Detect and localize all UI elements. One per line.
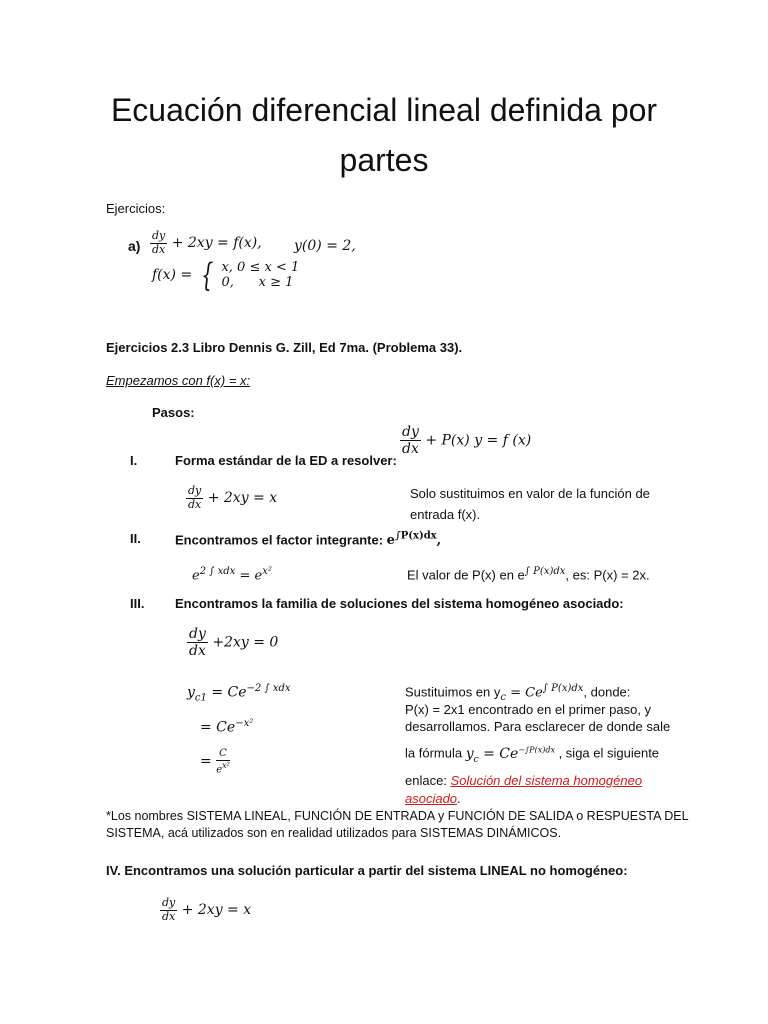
- step-1-heading: Forma estándar de la ED a resolver:: [175, 453, 397, 468]
- start-line: Empezamos con f(x) = x:: [106, 373, 251, 388]
- homogeneous-equation: $\frac{dy}{dx}$ +2xy = 0: [189, 626, 279, 660]
- exercise-a-marker: a): [128, 238, 141, 254]
- ejercicios-label: Ejercicios:: [106, 201, 166, 216]
- std-rest: + P(x) y = f (x): [425, 432, 532, 449]
- step-3-note-line3: desarrollamos. Para esclarecer de donde sale: [405, 719, 671, 734]
- step1-num: dy: [188, 484, 202, 497]
- piecewise-case-2: 0, x ≥ 1: [221, 275, 294, 290]
- step-1-note-line1: Solo sustituimos en valor de la función de: [410, 486, 650, 501]
- step-1-note-line2: entrada f(x).: [410, 507, 481, 522]
- step-1-equation: [186, 485, 277, 511]
- step-4-heading: IV. Encontramos una solución particular a partir del sistema LINEAL no homogéneo:: [106, 863, 628, 878]
- step-2-equation: $e^{2 \int xdx} = e^{x^2}$: [192, 566, 272, 584]
- page-title: Ecuación diferencial lineal definida por: [110, 92, 658, 128]
- step1-rest: + 2xy = x: [207, 490, 278, 507]
- step-2-heading-text: Encontramos el factor integrante:: [175, 532, 384, 548]
- step-3-note-line2: P(x) = 2x1 encontrado en el primer paso, y: [405, 702, 652, 717]
- homogeneous-solution-link-cont[interactable]: asociado: [405, 791, 458, 806]
- homogeneous-solution-link[interactable]: Solución del sistema homogéneo: [450, 773, 643, 788]
- pasos-label: Pasos:: [152, 405, 195, 420]
- source-line: Ejercicios 2.3 Libro Dennis G. Zill, Ed 7ma. (Problema 33).: [106, 340, 463, 355]
- step-3-heading: Encontramos la familia de soluciones del sistema homogéneo asociado:: [175, 596, 624, 611]
- exercise-a-rest: + 2xy = f(x),: [171, 235, 262, 252]
- standard-form-equation: [400, 424, 531, 457]
- step-2-note: El valor de P(x) en $e^{\int P(x)dx}$, es: P(x) = 2x.: [407, 566, 650, 583]
- yc3-line: = $\frac{C}{e^{x^2}}$: [200, 748, 230, 775]
- step-3-note-line1: Sustituimos en $y_c = Ce^{\int P(x)dx}$, donde:: [405, 683, 631, 703]
- step-2-heading: [175, 531, 441, 548]
- brace-symbol: {: [200, 256, 213, 294]
- step1-den: dx: [188, 497, 202, 511]
- step-3-note-line4: la fórmula $y_c = Ce^{-\int P(x)dx}$ , siga el siguiente: [405, 745, 660, 765]
- exercise-a-equation: [150, 230, 262, 256]
- step-1-numeral: I.: [130, 453, 138, 468]
- step-4-equation: $\frac{dy}{dx}$ + 2xy = x: [162, 896, 252, 923]
- footnote-line2: SISTEMA, acá utilizados son en realidad utilizados para SISTEMAS DINÁMICOS.: [106, 826, 562, 840]
- step-3-numeral: III.: [130, 596, 145, 611]
- piecewise-case-1: x, 0 ≤ x < 1: [221, 260, 300, 275]
- std-num: dy: [402, 424, 419, 440]
- footnote-line1: *Los nombres SISTEMA LINEAL, FUNCIÓN DE ENTRADA y FUNCIÓN DE SALIDA o RESPUESTA DEL: [106, 809, 689, 823]
- factor-integrante: $e^{\int P(x)dx}$,: [386, 531, 442, 549]
- step-3-note-line5: enlace: Solución del sistema homogéneo: [405, 773, 643, 788]
- page-title-line2: partes: [339, 142, 429, 178]
- initial-condition: y(0) = 2,: [294, 238, 356, 254]
- step-2-numeral: II.: [130, 531, 141, 546]
- piecewise-function: [152, 256, 300, 294]
- std-den: dx: [402, 441, 419, 458]
- exercise-a-num: dy: [152, 229, 166, 242]
- exercise-a-den: dx: [152, 242, 166, 256]
- yc1-line: $y_{c1} = Ce^{-2 \int xdx}$: [187, 683, 291, 704]
- step-3-note-line6: asociado.: [405, 791, 461, 806]
- piecewise-lhs: f(x) =: [152, 267, 193, 283]
- yc2-line: = $Ce^{-x^2}$: [200, 718, 254, 736]
